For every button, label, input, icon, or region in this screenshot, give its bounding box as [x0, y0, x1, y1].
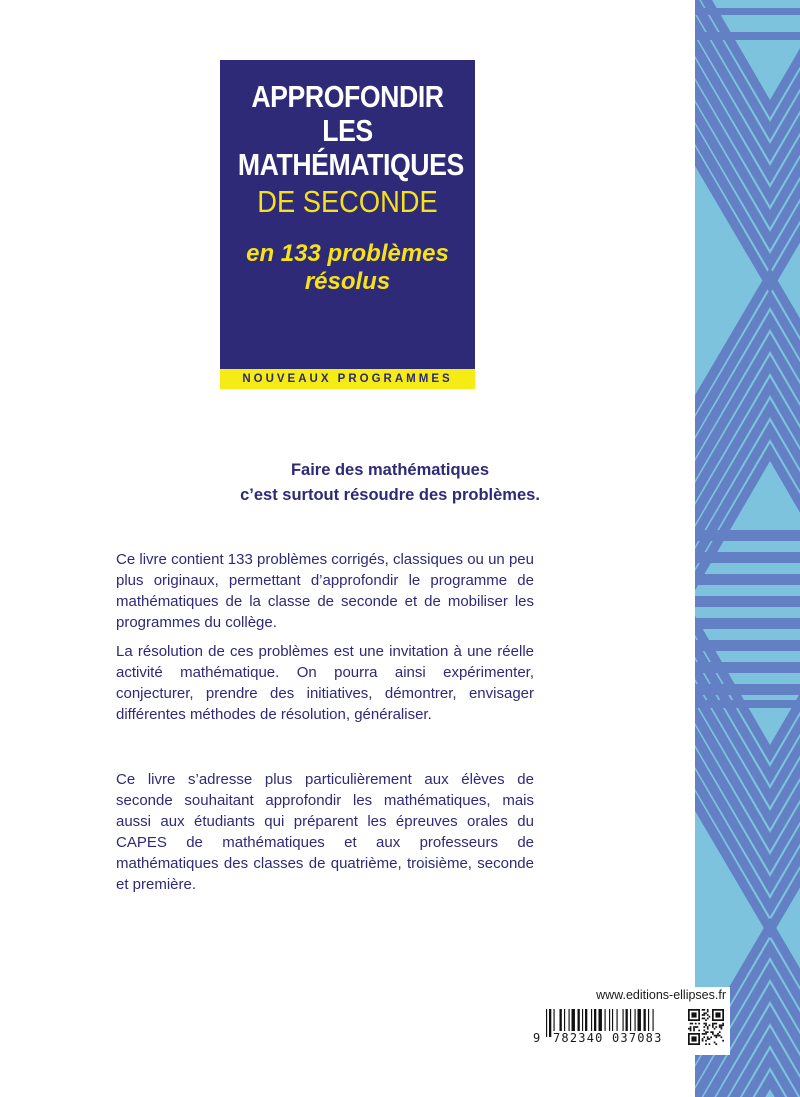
description-paragraph-3: Ce livre s’adresse plus particulièrement aux élèves de seconde souhaitant approfondir les mathématiques, mais aussi aux étudiants qui préparent les épreuves orales du CAPES de mathématiques et aux professeurs de mathématiques des classes de quatrième, troisième, seconde et première. — [116, 771, 534, 893]
cover-subtitle-line-1: en 133 problèmes — [246, 240, 449, 267]
cover-subtitle-line-2: résolus — [304, 268, 391, 295]
tagline — [110, 458, 670, 508]
cover-title-line-2: LES — [322, 113, 373, 148]
cover-title-level: DE SECONDE — [257, 184, 438, 219]
qr-code-icon[interactable] — [688, 1009, 724, 1045]
programme-banner: NOUVEAUX PROGRAMMES — [220, 369, 475, 389]
cover-subtitle — [220, 240, 475, 296]
tagline-line-1: Faire des mathématiques — [290, 461, 490, 479]
geometric-stripe-pattern-icon — [695, 0, 800, 1097]
cover-title-block — [220, 60, 475, 369]
cover-title-line-3: MATHÉMATIQUES — [237, 147, 464, 182]
isbn-first-digit: 9 — [533, 1031, 541, 1045]
barcode-area — [530, 987, 730, 1055]
tagline-line-2: c’est surtout résoudre des problèmes. — [240, 486, 540, 504]
cover-title-line-1: APPROFONDIR — [251, 79, 444, 114]
description-paragraph-1: Ce livre contient 133 problèmes corrigés, classiques ou un peu plus originaux, permettant d’approfondir le programme de mathématiques de la classe de seconde et de mobiliser les programmes du collège. — [116, 551, 534, 631]
isbn-digits: 782340 037083 — [553, 1031, 663, 1045]
description-paragraph-2: La résolution de ces problèmes est une invitation à une réelle activité mathématique. On pourra ainsi expérimenter, conjecturer, prendre des initiatives, démontrer, envisager différentes méthodes de résolution, généraliser. — [116, 643, 534, 723]
publisher-website[interactable]: www.editions-ellipses.fr — [596, 988, 726, 1002]
